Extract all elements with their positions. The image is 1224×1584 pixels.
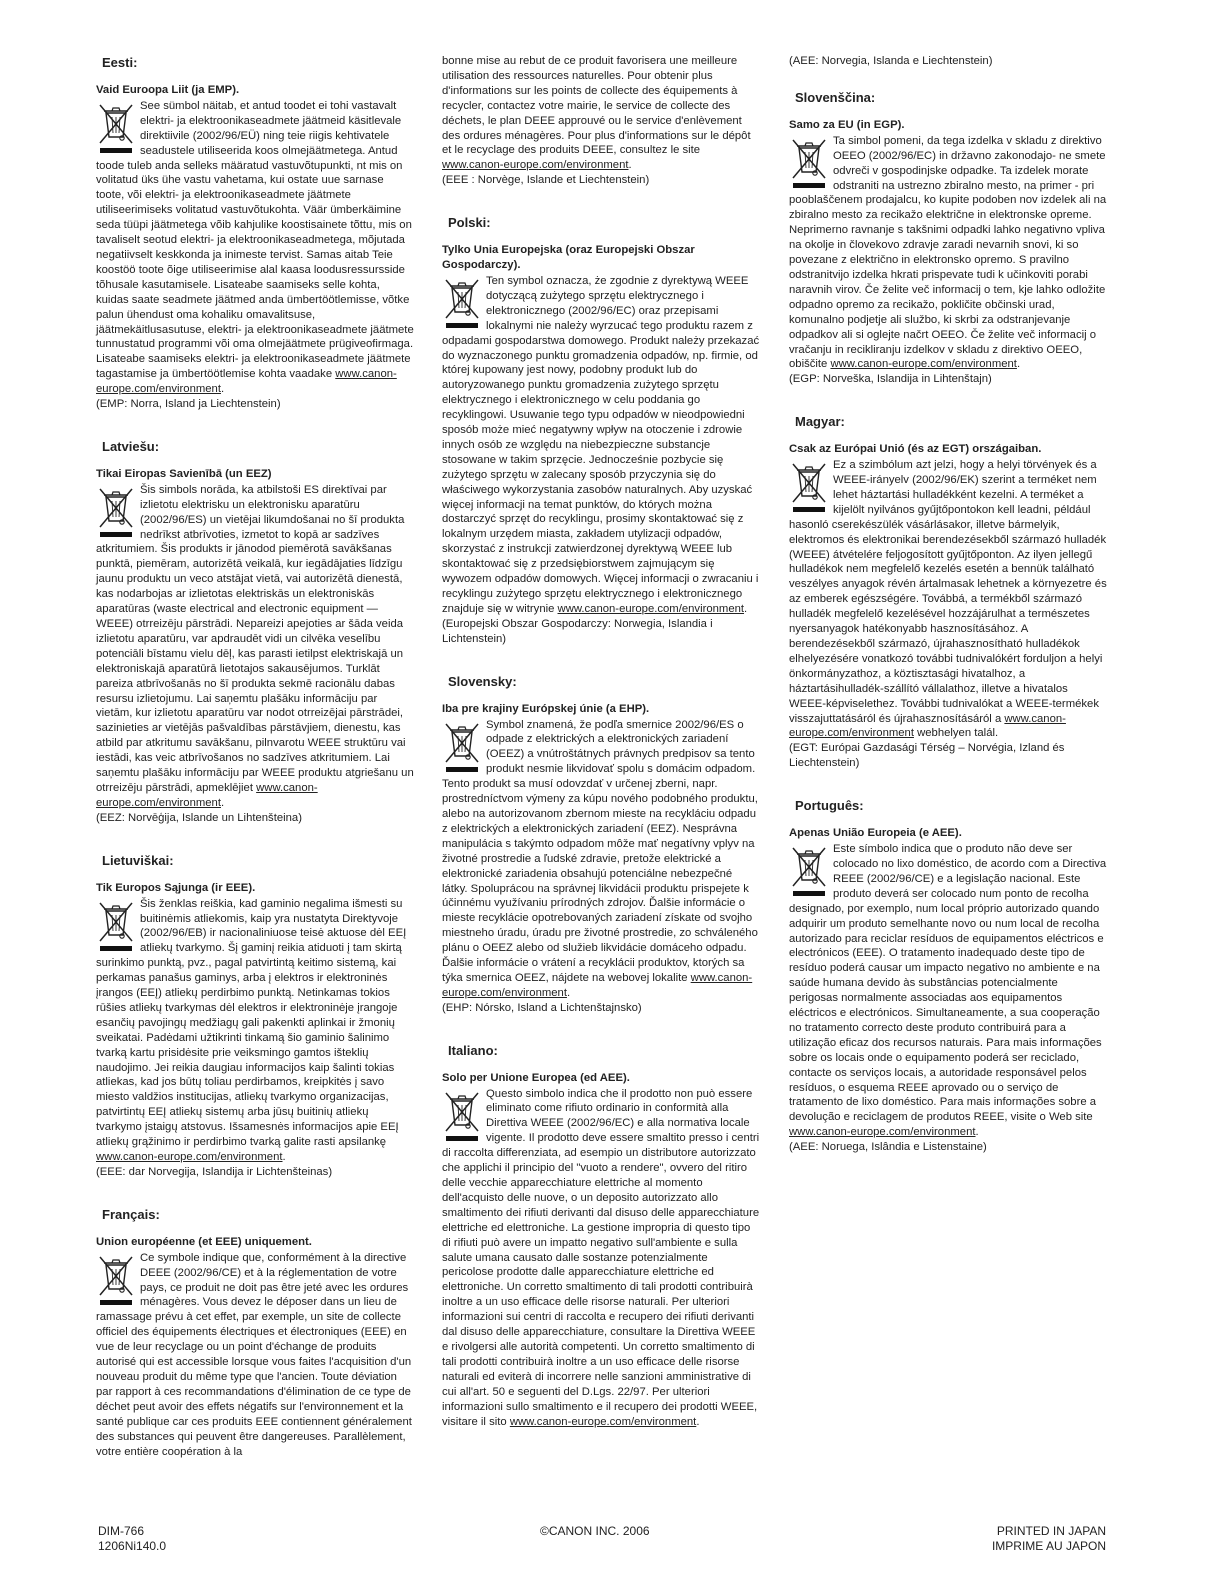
environment-link[interactable]: www.canon-europe.com/environment <box>442 159 629 172</box>
region-subtitle: Tikai Eiropas Savienībā (un EEZ) <box>96 467 272 480</box>
language-heading: Eesti: <box>102 55 138 70</box>
region-subtitle: Union européenne (et EEE) uniquement. <box>96 1235 312 1248</box>
model-number: DIM-766 <box>98 1524 145 1538</box>
environment-link[interactable]: www.canon-europe.com/environment <box>789 712 1066 740</box>
language-heading: Italiano: <box>448 1042 498 1058</box>
after-text: . <box>628 159 632 172</box>
region-note: (Europejski Obszar Gospodarczy: Norwegia, Islandia i Lichtenstein) <box>442 617 713 645</box>
crossed-out-wheeled-bin-icon <box>96 1251 136 1306</box>
section-lithuanian <box>96 852 414 1180</box>
section-polish <box>442 214 760 646</box>
after-text: . <box>220 796 225 809</box>
environment-link[interactable]: www.canon-europe.com/environment <box>830 358 1017 371</box>
section-body <box>442 54 760 188</box>
section-portuguese <box>789 797 1107 1155</box>
body-text: See sümbol näitab, et antud toodet ei tohi vastavalt elektri- ja elektroonikaseadmete jäätmeid käsitlevale direktiivile (2002/96/EÜ) ning teie riigis kehtivatele seadustele utiliseerida koos olmejäätmetega. Antud toode tuleb anda selleks määratud vastuvõtupunkti, nt mis on volitatud üks ühe vastu vahetama, kui ostate uue sarnase toote, või elektri- ja elektroonikaseadmete jäätmete utiliseerimiseks volitatud vastuvõtukohta. Väär ümberkäimine seda tüüpi jäätmetega võib kahjulike koostisainete tõttu, mis on tavaliselt seotud elektri- ja elektroonikaseadmetega, mõjutada negatiivselt keskkonda ja inimeste tervist. Samas aitab Teie koostöö toote õige utiliseerimise alal kaasa loodusressursside tõhusale kasutamisele. Lisateabe saamiseks selle kohta, kuidas saate seadmete jäätmed anda ümbertöötlemisse, võtke palun ühendust oma kohaliku omavalitsuse, jäätmekäitlusasutuse, elektri- ja elektroonikaseadmete jäätmete tunnustatud programmi või oma olmejäätmete prügiveofirmaga. Lisateabe saamiseks elektri- ja elektroonikaseadmete jäätmete tagastamise ja ümbertöötlemise kohta vaadake <box>96 99 414 381</box>
section-latvian <box>96 438 414 826</box>
after-text: . <box>566 986 571 999</box>
section-estonian <box>96 54 414 412</box>
section-body: See sümbol näitab, et antud toodet ei tohi vastavalt elektri- ja elektroonikaseadmete jäätmeid käsitlevale direktiivile (2002/96/EÜ) ning teie riigis kehtivatele seadustele utiliseerida koos olmejäätmetega. Antud toode tuleb anda selleks määratud vastuvõtupunkti, nt mis on volitatud üks ühe vastu vahetama, kui ostate uue sarnase toote, või elektri- ja elektroonikaseadmete jäätmete utiliseerimiseks volitatud vastuvõtukohta. Väär ümberkäimine seda tüüpi jäätmetega võib kahjulike koostisainete tõttu, mis on tavaliselt seotud elektri- ja elektroonikaseadmetega, mõjutada negatiivselt keskkonda ja inimeste tervist. Samas aitab Teie koostöö toote õige utiliseerimise alal kaasa loodusressursside tõhusale kasutamisele. Lisateabe saamiseks selle kohta, kuidas saate seadmete jäätmed anda ümbertöötlemisse, võtke palun ühendust oma kohaliku omavalitsuse, jäätmekäitlusasutuse, elektri- ja elektroonikaseadmete jäätmete tunnustatud programmi või oma olmejäätmete prügiveofirmaga. Lisateabe saamiseks elektri- ja elektroonikaseadmete jäätmete tagastamise ja ümbertöötlemise kohta vaadake www.canon-europe.com/environment. (EMP: Norra, Island ja Liechtenstein) <box>96 99 414 411</box>
region-note: (EGT: Európai Gazdasági Térség – Norvégia, Izland és Liechtenstein) <box>789 742 1065 770</box>
environment-link[interactable]: www.canon-europe.com/environment <box>96 781 318 809</box>
crossed-out-wheeled-bin-icon <box>96 483 136 538</box>
region-note: (AEE: Noruega, Islândia e Listenstaine) <box>789 1141 987 1154</box>
body-text: Symbol znamená, že podľa smernice 2002/96/ES o odpade z elektrických a elektronických zariadení (OEEZ) a vnútroštátnych právnych predpisov sa tento produkt nesmie likvidovať spolu s domácim odpadom. Tento produkt sa musí odovzdať v určenej zberni, napr. prostredníctvom výmeny za kúpu nového podobného produktu, alebo na autorizovanom zbernom mieste na recykláciu odpadu z elektrických a elektronických zariadení (EEZ). Nesprávna manipulácia s takýmto odpadom môže mať negatívny vplyv na životné prostredie a ľudské zdravie, pretože elektrické a elektronické zariadenia obsahujú potenciálne nebezpečné látky. Spoluprácou na správnej likvidácii produktu prispejete k účinnému využívaniu prírodných zdrojov. Ďalšie informácie o mieste recyklácie opotrebovaných zariadení získate od svojho miestneho úradu, úradu pre životné prostredie, zo schváleného plánu o OEEZ alebo od služieb likvidácie domáceho odpadu. Ďalšie informácie o vrátení a recyklácii produktov, ktorých sa týka smernica OEEZ, nájdete na webovej lokalite <box>442 718 758 984</box>
section-body <box>442 718 760 1016</box>
section-hungarian <box>789 413 1107 771</box>
crossed-out-wheeled-bin-icon <box>442 718 482 773</box>
crossed-out-wheeled-bin-icon <box>789 842 829 897</box>
region-note: (AEE: Norvegia, Islanda e Liechtenstein) <box>789 55 993 67</box>
after-text: . <box>975 1126 979 1139</box>
environment-link[interactable]: www.canon-europe.com/environment <box>789 1126 976 1139</box>
crossed-out-wheeled-bin-icon <box>96 99 136 154</box>
region-subtitle: Vaid Euroopa Liit (ja EMP). <box>96 84 240 96</box>
crossed-out-wheeled-bin-icon <box>96 897 136 952</box>
region-note: (EGP: Norveška, Islandija in Lihtenštajn) <box>789 373 992 386</box>
body-text: Šis simbols norāda, ka atbilstoši ES direktīvai par izlietotu elektrisku un elektronisku aparatūru (2002/96/ES) un vietējai likumdošanai no šī produkta nedrīkst atbrīvoties, izmetot to kopā ar sadzīves atkritumiem. Šis produkts ir jānodod piemērotā savākšanas punktā, piemēram, autorizētā veikalā, kur iegādājaties līdzīgu jaunu produktu un veco atstājat vietā, vai autorizētā dienestā, kas nodarbojas ar izlietotas elektriskās un elektroniskās aparatūras (waste electrical and electronic equipment — WEEE) otrreizēju pārstrādi. Nepareizi apejoties ar šāda veida izlietotu aparatūru, var apdraudēt vidi un cilvēka veselību potenciāli bīstamu vielu dēļ, kas parasti ietilpst elektriskajā un elektroniskajā aparatūrā lietotajos sakausējumos. Turklāt pareiza atbrīvošanās no šī produkta sekmē racionālu dabas resursu izlietojumu. Lai saņemtu plašāku informāciju par vietām, kur izlietotu aparatūru var nodot otrreizējai pārstrādei, sazinieties ar vietējās pašvaldības pārstāvjiem, dienestu, kas atbild par atkritumu savākšanu, pilnvarotu WEEE struktūru vai iestādi, kas veic atbrīvošanos no sadzīves atkritumiem. Lai saņemtu plašāku informāciju par WEEE produktu atgriešanu un otrreizēju pārstrādi, apmeklējiet <box>96 483 414 794</box>
after-text: . <box>744 602 748 615</box>
environment-link[interactable]: www.canon-europe.com/environment <box>442 971 753 999</box>
after-text: . <box>696 1415 700 1428</box>
section-french <box>96 1206 414 1460</box>
crossed-out-wheeled-bin-icon <box>789 458 829 513</box>
body-text: Questo simbolo indica che il prodotto non può essere eliminato come rifiuto ordinario in conformità alla Direttiva WEEE (2002/96/EC) e alla normativa locale vigente. Il prodotto deve essere smaltito presso i centri di raccolta differenziata, ad esempio un distributore autorizzato che applichi il principio del "vuoto a rendere", ovvero del ritiro delle vecchie apparecchiature elettriche al momento dell'acquisto delle nuove, o un deposito autorizzato allo smaltimento dei rifiuti derivanti dal disuso delle apparecchiature elettriche ed elettroniche. La gestione impropria di questo tipo di rifiuti può avere un impatto negativo sull'ambiente e sulla salute umana causato dalle sostanze potenzialmente pericolose prodotte dalle apparecchiature elettriche ed elettroniche. Un corretto smaltimento di tali prodotti contribuirà inoltre a un uso efficace delle risorse naturali. Per ulteriori informazioni sui centri di raccolta e recupero dei rifiuti derivanti dal disuso delle apparecchiature, consultare la Direttiva WEEE e rivolgersi alle autorità competenti. Un corretto smaltimento di tali prodotti contribuirà inoltre a un uso efficace delle risorse naturali ed eviterà di incorrere nelle sanzioni amministrative di cui all'art. 50 e seguenti del D.Lgs. 22/97. Per ulteriori informazioni sullo smaltimento e il recupero dei prodotti WEEE, visitare il sito <box>442 1087 760 1428</box>
column-2 <box>442 54 760 1429</box>
footer-model-info <box>98 1524 166 1554</box>
region-subtitle: Solo per Unione Europea (ed AEE). <box>442 1071 630 1084</box>
document-code: 1206Ni140.0 <box>98 1539 167 1553</box>
after-text: . <box>282 1151 286 1163</box>
section-body <box>789 842 1107 1155</box>
body-text: bonne mise au rebut de ce produit favorisera une meilleure utilisation des ressources naturelles. Pour obtenir plus d'informations sur les points de collecte des équipements à recycler, contactez votre mairie, le service de collecte des déchets, le plan DEEE approuvé ou le service d'enlèvement des ordures ménagères. Pour plus d'informations sur le dépôt et le recyclage des produits DEEE, consultez le site <box>442 55 751 157</box>
section-italian <box>442 1042 760 1430</box>
language-heading: Français: <box>102 1206 160 1222</box>
column-3 <box>789 54 1107 1181</box>
language-heading: Slovenščina: <box>795 89 876 105</box>
section-body <box>442 274 760 647</box>
region-subtitle: Csak az Európai Unió (és az EGT) országaiban. <box>789 443 1042 456</box>
region-subtitle: Iba pre krajiny Európskej únie (a EHP). <box>442 702 650 715</box>
body-text: Ez a szimbólum azt jelzi, hogy a helyi törvények és a WEEE-irányelv (2002/96/EK) szerint a terméket nem lehet háztartási hulladékként kezelni. A terméket a kijelölt nyilvános gyűjtőpontokon kell leadni, például hasonló cserekészülék vásárlásakor, illetve bármelyik, elektromos és elektronikai berendezésekből származó hulladék (WEEE) átvételére feljogosított gyűjtőponton. Az ilyen jellegű hulladékok nem megfelelő kezelés esetén a bennük található veszélyes anyagok révén ártalmasak lehetnek a környezetre és az emberek egészségére. Továbbá, a termékből származó hulladék megfelelő kezelésével hozzájárulhat a természetes nyersanyagok hatékonyabb hasznosításához. A berendezésekből származó, újrahasznosítható hulladékok elhelyezésére vonatkozó további tudnivalókért forduljon a helyi önkormányzathoz, a köztisztasági hivatalhoz, a háztartásihulladék-szállító vállalathoz, illetve a hivatalos WEEE-képviselethez. További tudnivalókat a WEEE-termékek visszajuttatásáról és újrahasznosításáról a <box>789 459 1107 725</box>
region-subtitle: Samo za EU (in EGP). <box>789 118 905 131</box>
region-note: (EMP: Norra, Island ja Liechtenstein) <box>96 398 281 411</box>
section-french-continued <box>442 54 760 188</box>
section-slovenian <box>789 89 1107 387</box>
section-body <box>96 1251 414 1460</box>
after-text: webhelyen talál. <box>913 727 999 740</box>
crossed-out-wheeled-bin-icon <box>789 134 829 189</box>
section-body <box>96 897 414 1180</box>
after-text: . <box>1016 358 1021 371</box>
region-note: (EEE : Norvège, Islande et Liechtenstein) <box>442 174 650 187</box>
environment-link[interactable]: www.canon-europe.com/environment <box>96 368 397 396</box>
region-note: (EEZ: Norvēģija, Islande un Lihtenšteina) <box>96 811 302 824</box>
footer-printed-in <box>992 1524 1106 1554</box>
section-body <box>789 134 1107 387</box>
printed-in-japan: PRINTED IN JAPAN <box>996 1524 1106 1538</box>
footer-copyright: ©CANON INC. 2006 <box>540 1524 650 1538</box>
language-heading: Slovensky: <box>448 673 517 689</box>
section-italian-note <box>789 54 1107 69</box>
body-text: Ce symbole indique que, conformément à la directive DEEE (2002/96/CE) et à la réglementation de votre pays, ce produit ne doit pas être jeté avec les ordures ménagères. Vous devez le déposer dans un lieu de ramassage prévu à cet effet, par exemple, un site de collecte officiel des équipements électriques et électroniques (EEE) en vue de leur recyclage ou un point d'échange de produits autorisé qui est accessible lorsque vous faites l'acquisition d'un nouveau produit du même type que l'ancien. Toute déviation par rapport à ces recommandations d'élimination de ce type de déchet peut avoir des effets négatifs sur l'environnement et la santé publique car ces produits EEE contiennent généralement des substances qui peuvent être dangereuses. Parallèlement, votre entière coopération à la <box>96 1251 412 1458</box>
body-text: Ta simbol pomeni, da tega izdelka v skladu z direktivo OEEO (2002/96/EC) in državno zakonodajo- ne smete odvreči v gospodinjske odpadke. Ta izdelek morate odstraniti na ustrezno zbiralno mesto, na primer - pri pooblaščenem prodajalcu, ko kupite podoben nov izdelek ali na zbiralno mesto za recikažo električne in elektronske opreme. Neprimerno ravnanje s takšnimi odpadki lahko negativno vpliva na okolje in človekovo zdravje zaradi nevarnih snovi, ki so povezane z električno in elektronsko opremo. S pravilno odstranitvijo izdelka hkrati prispevate tudi k učinkoviti porabi naravnih virov. Če želite več informacij o tem, kje lahko odložite odpadno opremo za recikažo, pokličite občinski urad, komunalno podjetje ali službo, ki skrbi za odstranjevanje odpadkov ali si oglejte načrt OEEO. Če želite več informacij o vračanju in recikliranju izdelkov v skladu z direktivo OEEO, obiščite <box>789 134 1107 371</box>
body-text: Šis ženklas reiškia, kad gaminio negalima išmesti su buitinėmis atliekomis, kaip yra nustatyta Direktyvoje (2002/96/EB) ir nacionaliniuose teisė aktuose dėl EEĮ atliekų tvarkymo. Šį gaminį reikia atiduoti į tam skirtą surinkimo punktą, pvz., pagal patvirtintą keitimo sistemą, kai perkamas panašus gaminys, arba į elektros ir elektroninės įrangos (EEĮ) atliekų perdirbimo punktą. Netinkamas tokios rūšies atliekų tvarkymas dėl elektros ir elektroninėje įrangoje esančių pavojingų medžiagų gali pakenkti aplinkai ir žmonių sveikatai. Padėdami užtikrinti tinkamą šio gaminio šalinimo tvarką kartu prisidėsite prie veiksmingo gamtos išteklių naudojimo. Jei reikia daugiau informacijos kaip šalinti tokias atliekas, kad jos būtų toliau perdirbamos, kreipkitės į savo miesto valdžios institucijas, atliekų tvarkymo organizacijas, patvirtintų EEĮ atliekų sistemų arba jūsų buitinių atliekų tvarkymo įstaigų atstovus. Išsamesnės informacijos apie EEĮ atliekų grąžinimo ir perdirbimo tvarką galite rasti apsilankę <box>96 897 407 1149</box>
language-heading: Português: <box>795 798 864 814</box>
section-slovak <box>442 673 760 1016</box>
language-heading: Lietuviškai: <box>102 852 174 868</box>
section-body <box>789 458 1107 771</box>
language-heading: Magyar: <box>795 414 845 430</box>
section-body <box>96 483 414 826</box>
crossed-out-wheeled-bin-icon <box>442 274 482 329</box>
region-subtitle: Tik Europos Sąjunga (ir EEE). <box>96 881 256 894</box>
body-text: Ten symbol oznacza, że zgodnie z dyrektywą WEEE dotyczącą zużytego sprzętu elektrycznego i elektronicznego (2002/96/EC) oraz przepisami lokalnymi nie należy wyrzucać tego produktu razem z odpadami gospodarstwa domowego. Produkt należy przekazać do wyznaczonego punktu gromadzenia odpadów, np. firmie, od której kupowany jest nowy, podobny produkt lub do autoryzowanego punktu gromadzenia zużytego sprzętu elektrycznego i elektronicznego w celu poddania go recyklingowi. Usuwanie tego typu odpadów w nieodpowiedni sposób może mieć negatywny wpływ na otoczenie i zdrowie innych osób ze względu na niebezpieczne substancje stosowane w takim sprzęcie. Jednocześnie pozbycie się zużytego sprzętu w zalecany sposób przyczynia się do właściwego wykorzystania zasobów naturalnych. Aby uzyskać więcej informacji na temat punktów, do których można dostarczyć sprzęt do recyklingu, prosimy skontaktować się z lokalnym urzędem miasta, zakładem utylizacji odpadów, skorzystać z instrukcji zatwierdzonej dyrektywą WEEE lub skontaktować się z przedsiębiorstwem zajmującym się wywozem odpadów domowych. Więcej informacji o zwracaniu i recyklingu zużytego sprzętu elektrycznego i elektronicznego znajduje się w witrynie <box>442 274 760 615</box>
region-note: (EEE: dar Norvegija, Islandija ir Lichtenšteinas) <box>96 1165 333 1178</box>
region-note: (EHP: Nórsko, Island a Lichtenštajnsko) <box>442 1001 642 1014</box>
region-subtitle: Tylko Unia Europejska (oraz Europejski Obszar Gospodarczy). <box>442 244 695 272</box>
crossed-out-wheeled-bin-icon <box>442 1087 482 1142</box>
section-body <box>442 1087 760 1430</box>
environment-link[interactable]: www.canon-europe.com/environment <box>96 1151 283 1163</box>
column-1 <box>96 54 414 1459</box>
language-heading: Polski: <box>448 215 491 231</box>
imprime-au-japon: IMPRIME AU JAPON <box>991 1539 1106 1553</box>
body-text: Este símbolo indica que o produto não deve ser colocado no lixo doméstico, de acordo com a Directiva REEE (2002/96/CE) e a legislação nacional. Este produto deverá ser colocado num ponto de recolha designado, por exemplo, num local próprio autorizado quando adquirir um produto semelhante novo ou num local de recolha autorizado para reciclar resíduos de equipamentos eléctricos e electrónicos (EEE). O tratamento inadequado deste tipo de resíduo poderá causar um impacto negativo no ambiente e na saúde humana devido às substâncias potencialmente perigosas normalmente associadas aos equipamentos eléctricos e electrónicos. Simultaneamente, a sua cooperação no tratamento correcto deste produto contribuirá para a utilização eficaz dos recursos naturais. Para mais informações sobre os locais onde o equipamento poderá ser reciclado, contacte os serviços locais, a autoridade responsável pelos resíduos, o esquema REEE aprovado ou o serviço de tratamento de lixo doméstico. Para mais informações sobre a devolução e reciclagem de produtos REEE, visite o Web site <box>789 843 1107 1124</box>
environment-link[interactable]: www.canon-europe.com/environment <box>557 602 745 615</box>
environment-link[interactable]: www.canon-europe.com/environment <box>509 1415 697 1428</box>
language-heading: Latviešu: <box>102 438 160 454</box>
region-subtitle: Apenas União Europeia (e AEE). <box>789 827 962 840</box>
